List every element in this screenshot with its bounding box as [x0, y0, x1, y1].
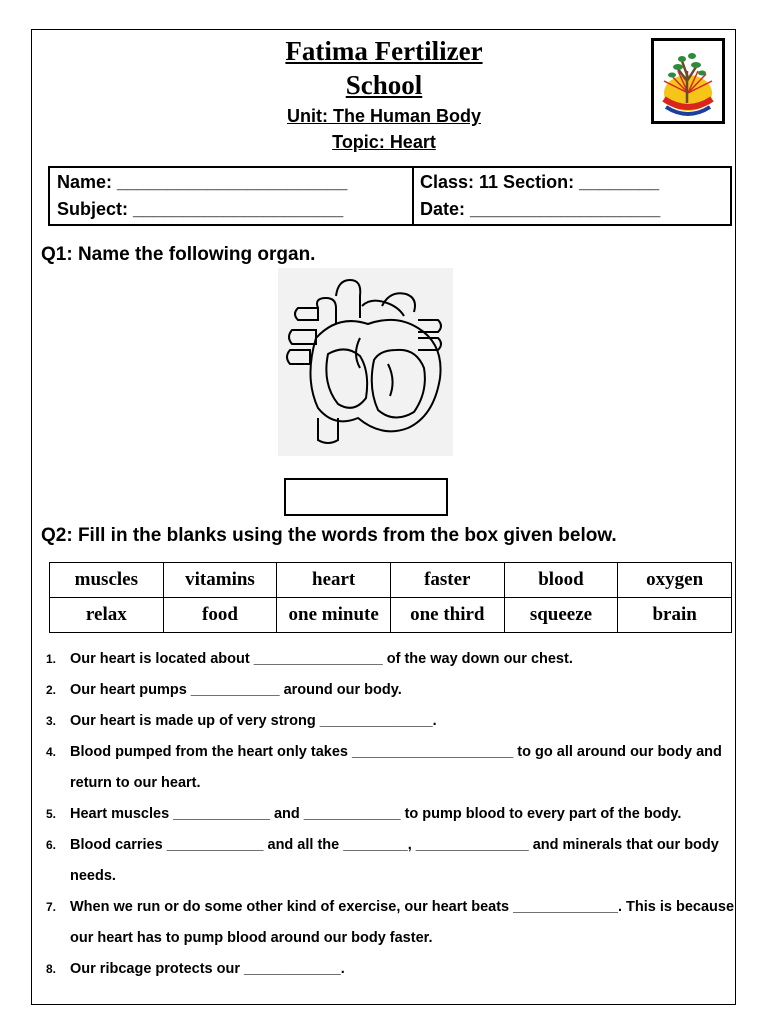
item-text: When we run or do some other kind of exercise, our heart beats _____________. This is because our heart has to pump blood around our body faster. [70, 899, 735, 946]
word-cell: vitamins [163, 563, 277, 598]
list-item [40, 892, 740, 954]
item-number: 2. [46, 683, 57, 697]
list-item [40, 799, 740, 830]
word-cell: heart [277, 563, 391, 598]
school-logo [651, 38, 725, 124]
topic-heading: Topic: Heart [332, 132, 436, 152]
item-text: Blood pumped from the heart only takes ____________________ to go all around our body and return to our heart. [70, 744, 722, 791]
heart-outline-icon [278, 268, 453, 456]
list-item [40, 737, 740, 799]
list-item [40, 830, 740, 892]
item-text: Our heart pumps ___________ around our body. [70, 682, 402, 698]
word-cell: oxygen [618, 563, 732, 598]
info-divider [412, 168, 414, 224]
item-number: 1. [46, 652, 57, 666]
list-item [40, 644, 740, 675]
word-cell: faster [390, 563, 504, 598]
item-text: Blood carries ____________ and all the ________, ______________ and minerals that our body needs. [70, 837, 719, 884]
question-2-label: Q2: Fill in the blanks using the words from the box given below. [41, 525, 617, 546]
word-cell: blood [504, 563, 618, 598]
word-cell: food [163, 598, 277, 633]
item-text: Our heart is located about ________________ of the way down our chest. [70, 651, 573, 667]
question-1-label: Q1: Name the following organ. [41, 244, 316, 265]
tree-logo-icon [654, 41, 722, 121]
answer-box[interactable] [284, 478, 448, 516]
item-text: Our ribcage protects our ____________. [70, 961, 345, 977]
subject-field[interactable]: Subject: _____________________ [57, 199, 344, 219]
school-name-line1: Fatima Fertilizer [285, 36, 483, 66]
item-number: 6. [46, 838, 57, 852]
word-box-table [49, 562, 732, 633]
fill-in-blank-list [40, 644, 740, 985]
word-cell: brain [618, 598, 732, 633]
list-item [40, 954, 740, 985]
word-box-row [50, 563, 732, 598]
word-box-row [50, 598, 732, 633]
word-cell: one minute [277, 598, 391, 633]
list-item [40, 706, 740, 737]
item-number: 8. [46, 962, 57, 976]
item-number: 4. [46, 745, 57, 759]
class-section-field[interactable]: Class: 11 Section: ________ [420, 172, 660, 192]
school-name-line2: School [345, 70, 423, 100]
student-info-box [48, 166, 732, 226]
word-cell: squeeze [504, 598, 618, 633]
unit-heading: Unit: The Human Body [287, 106, 481, 126]
word-cell: muscles [50, 563, 164, 598]
item-text: Our heart is made up of very strong ______________. [70, 713, 437, 729]
item-text: Heart muscles ____________ and ____________ to pump blood to every part of the body. [70, 806, 682, 822]
item-number: 7. [46, 900, 57, 914]
heart-diagram [278, 268, 453, 456]
item-number: 3. [46, 714, 57, 728]
list-item [40, 675, 740, 706]
name-field[interactable]: Name: _______________________ [57, 172, 348, 192]
date-field[interactable]: Date: ___________________ [420, 199, 661, 219]
word-cell: relax [50, 598, 164, 633]
word-cell: one third [390, 598, 504, 633]
item-number: 5. [46, 807, 57, 821]
